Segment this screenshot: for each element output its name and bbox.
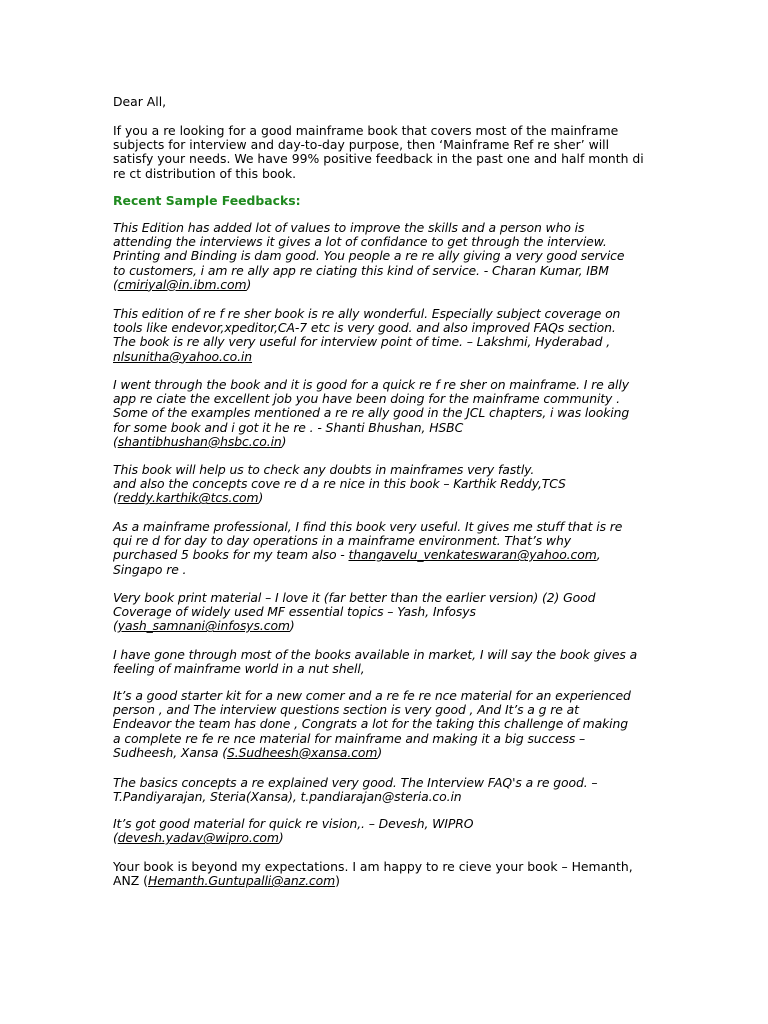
text-fragment: ) [335,873,340,889]
text-fragment: Sudheesh, Xansa ( [113,744,227,760]
feedback-paragraph [113,689,658,760]
email-link[interactable]: nlsunitha@yahoo.co.in [113,348,253,364]
feedback-line: for some book and i got it he re . - Shanti Bhushan, HSBC [113,419,464,435]
email-link[interactable]: shantibhushan@hsbc.co.in [117,433,282,449]
feedback-line: This edition of re f re sher book is re ally wonderful. Especially subject coverage on [113,306,621,321]
feedback-paragraph [113,648,658,676]
feedback-line: I went through the book and it is good for a quick re f re sher on mainframe. I re ally [113,377,629,392]
text-fragment: ( [113,618,118,634]
feedback-line: It’s a good starter kit for a new comer and a re fe re nce material for an experienced [113,688,631,703]
feedback-line: I have gone through most of the books available in market, I will say the book gives a [113,647,638,662]
feedback-line: and also the concepts cove re d a re nice in this book – Karthik Reddy,TCS [113,476,566,492]
text-fragment: ) [278,830,284,846]
feedback-line: app re ciate the excellent job you have been doing for the mainframe community . [113,391,620,407]
feedback-line: The basics concepts a re explained very good. The Interview FAQ's a re good. – [113,775,598,790]
email-link[interactable]: devesh.yadav@wipro.com [117,830,279,846]
text-fragment: ( [113,433,118,449]
email-link[interactable]: cmiriyal@in.ibm.com [117,276,247,292]
intro-line: If you a re looking for a good mainframe book that covers most of the mainframe [113,123,619,138]
feedback-line: Singapo re . [113,561,187,577]
feedback-paragraph [113,817,658,845]
greeting-text: Dear All, [113,94,167,109]
intro-paragraph [113,124,658,181]
feedback-line [113,746,658,760]
feedback-line [113,874,658,888]
feedback-line: Very book print material – I love it (far better than the earlier version) (2) Good [113,590,596,605]
intro-line: re ct distribution of this book. [113,165,297,181]
email-link[interactable]: yash_samnani@infosys.com [117,618,290,634]
feedback-paragraph [113,520,658,577]
feedback-line: Endeavor the team has done , Congrats a lot for the taking this challenge of making [113,716,629,732]
intro-line: subjects for interview and day-to-day purpose, then ‘Mainframe Ref re sher’ will [113,137,610,153]
section-heading [113,194,658,208]
feedback-paragraph [113,776,658,804]
feedback-paragraph [113,591,658,634]
feedback-line: person , and The interview questions section is very good , And It’s a g re at [113,702,579,718]
feedback-line: T.Pandiyarajan, Steria(Xansa), t.pandiarajan@steria.co.in [113,789,462,805]
feedback-line [113,619,658,633]
feedback-line [113,350,658,364]
feedback-line: feeling of mainframe world in a nut shell, [113,661,365,677]
feedback-paragraph [113,463,658,506]
greeting [113,95,658,109]
text-fragment: ( [113,490,118,506]
section-heading-text: Recent Sample Feedbacks: [113,193,301,208]
feedback-line: Some of the examples mentioned a re re ally good in the JCL chapters, i was looking [113,405,630,421]
feedback-line: tools like endevor,xpeditor,CA-7 etc is very good. and also improved FAQs section. [113,320,616,336]
feedback-line: qui re d for day to day operations in a mainframe environment. That’s why [113,533,571,549]
intro-line: satisfy your needs. We have 99% positive feedback in the past one and half month di [113,151,644,167]
feedback-paragraph [113,221,658,292]
feedback-line [113,491,658,505]
feedback-line [113,435,658,449]
feedback-line: Printing and Binding is dam good. You people a re re ally giving a very good service [113,248,625,264]
text-fragment: ) [281,433,287,449]
email-link[interactable]: Hemanth.Guntupalli@anz.com [148,873,336,889]
email-link[interactable]: thangavelu_venkateswaran@yahoo.com [348,547,597,563]
feedback-line: This Edition has added lot of values to improve the skills and a person who is [113,220,585,235]
email-link[interactable]: S.Sudheesh@xansa.com [226,744,378,760]
feedback-paragraph [113,860,658,888]
feedback-line: to customers, i am re ally app re ciating this kind of service. - Charan Kumar, IBM [113,262,609,278]
text-fragment: , [596,547,601,563]
feedback-paragraph [113,307,658,364]
text-fragment: ) [258,490,264,506]
feedback-line [113,278,658,292]
feedback-line: It’s got good material for quick re vision,. – Devesh, WIPRO [113,816,474,831]
text-fragment: ) [246,276,252,292]
feedback-line: attending the interviews it gives a lot of confidance to get through the interview. [113,234,607,250]
feedback-line: This book will help us to check any doubts in mainframes very fastly. [113,462,535,477]
feedback-line: The book is re ally very useful for interview point of time. – Lakshmi, Hyderabad , [113,334,611,350]
text-fragment: purchased 5 books for my team also - [113,547,349,563]
text-fragment: ) [289,618,295,634]
feedback-line: As a mainframe professional, I find this book very useful. It gives me stuff that is re [113,519,623,534]
text-fragment: ( [113,276,118,292]
feedback-line: a complete re fe re nce material for mainframe and making it a big success – [113,730,586,746]
feedback-line: Your book is beyond my expectations. I am happy to re cieve your book – Hemanth, [113,859,633,874]
feedback-line: Coverage of widely used MF essential topics – Yash, Infosys [113,604,476,620]
feedback-line [113,831,658,845]
email-link[interactable]: reddy.karthik@tcs.com [117,490,259,506]
text-fragment: ) [377,744,383,760]
text-fragment: ANZ ( [113,873,149,889]
feedback-paragraph [113,378,658,449]
feedback-line [113,548,658,562]
text-fragment: ( [113,830,118,846]
